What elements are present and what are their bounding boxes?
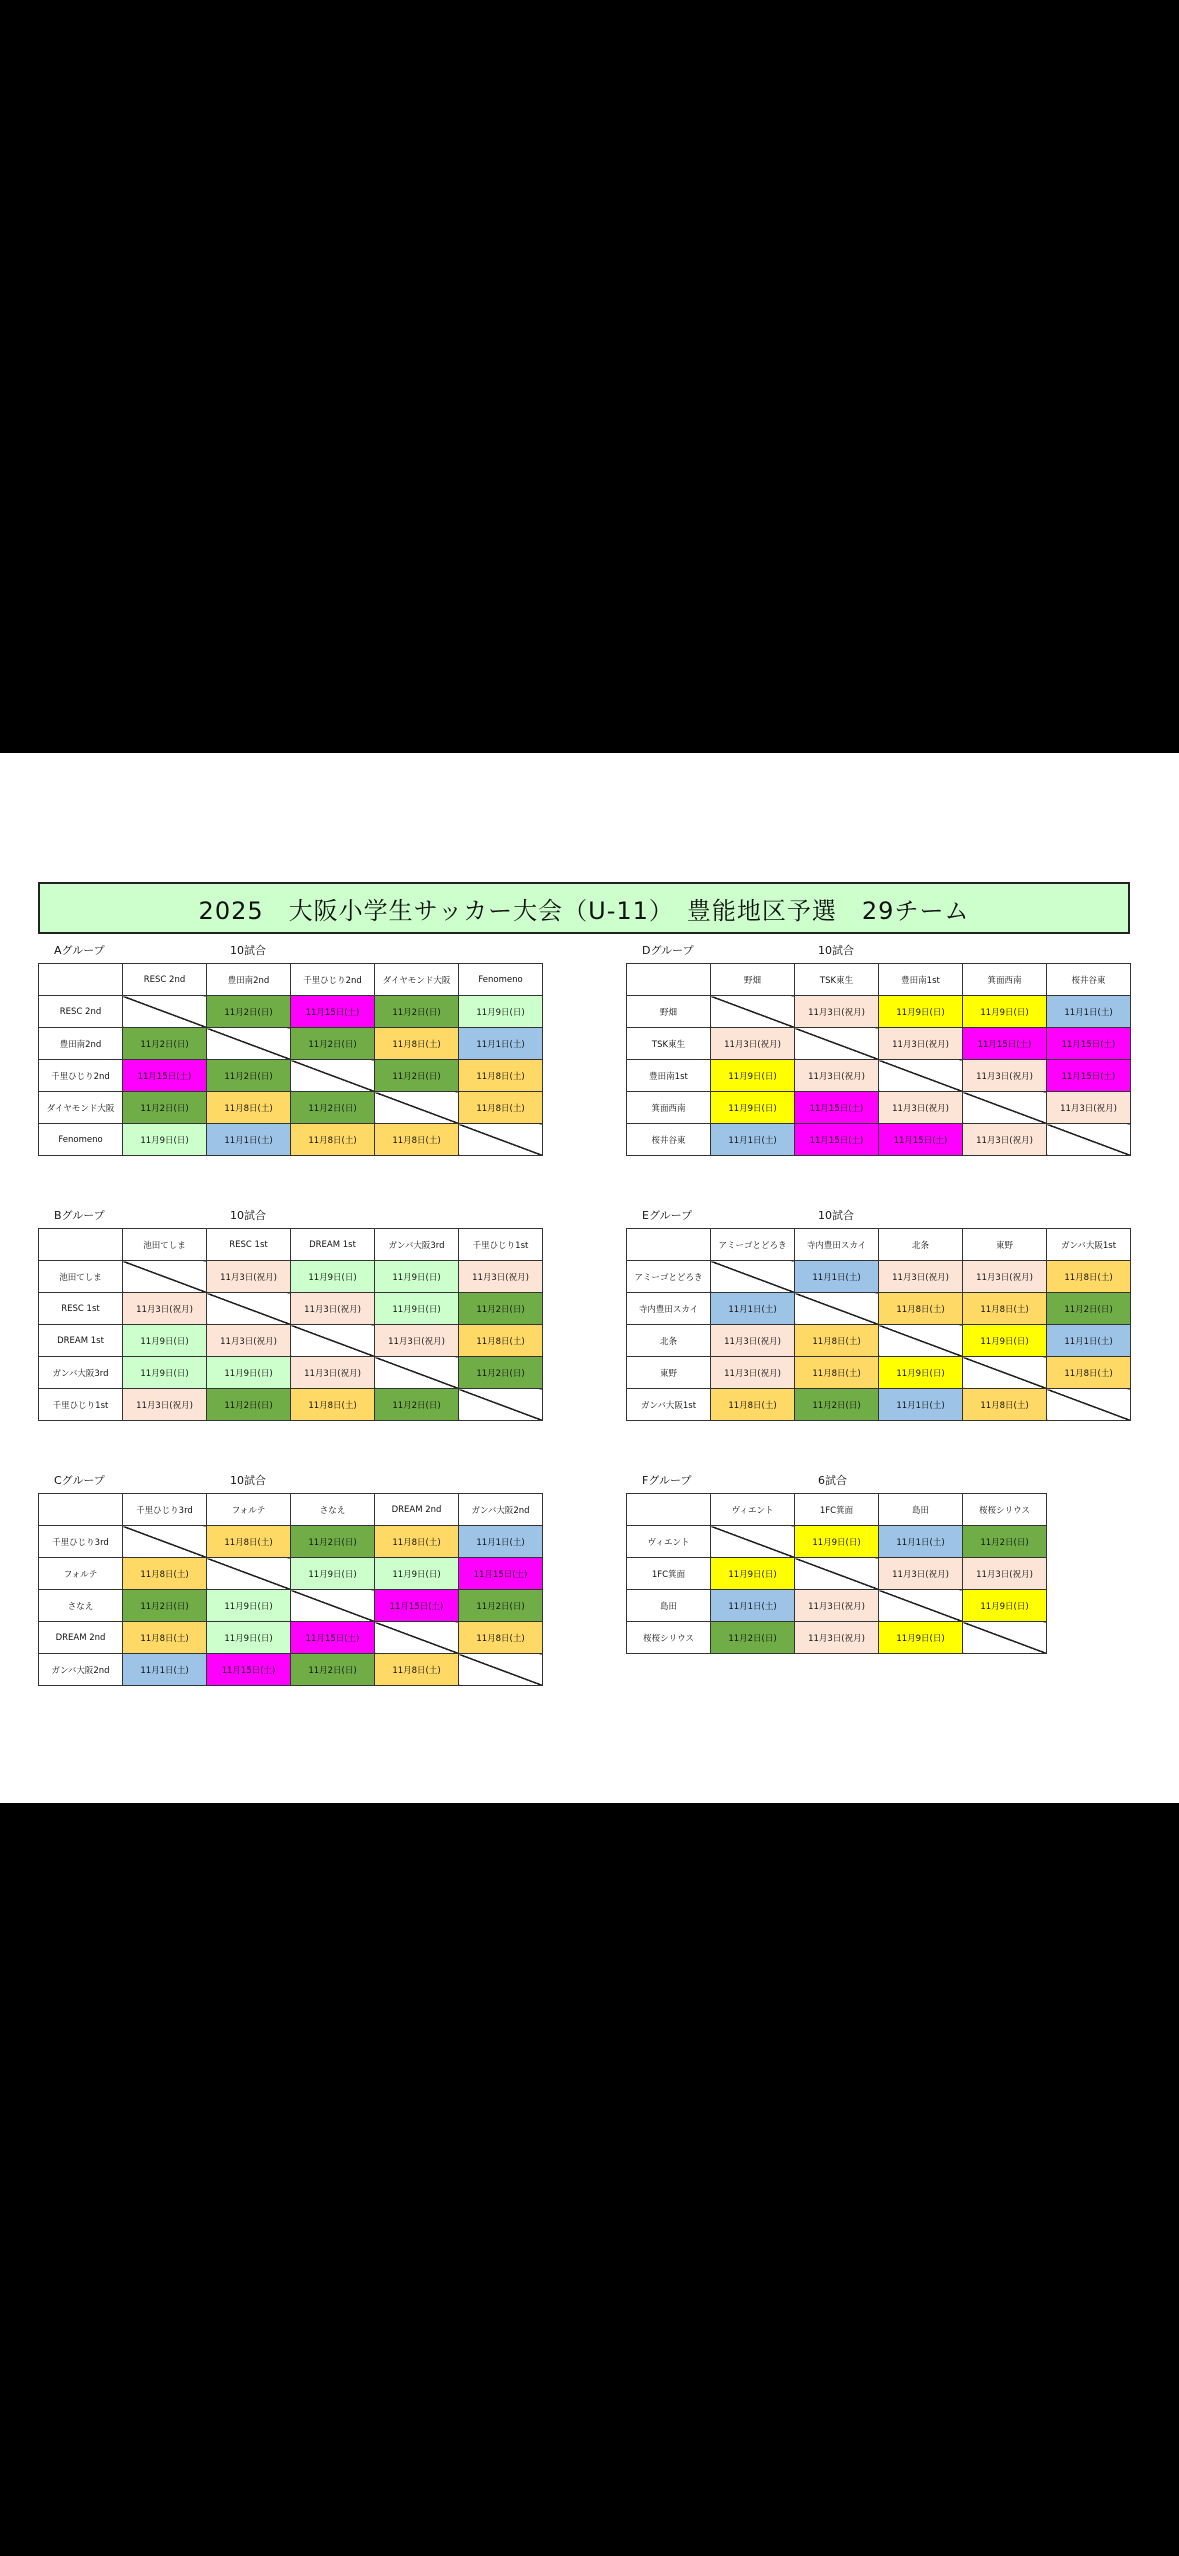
header-row (627, 1494, 1047, 1526)
diagonal-cell (963, 1357, 1047, 1389)
match-date-cell: 11月8日(土) (291, 1124, 375, 1156)
table-row (39, 1293, 543, 1325)
match-date-cell: 11月2日(日) (459, 1590, 543, 1622)
match-date-cell: 11月2日(日) (207, 1389, 291, 1421)
match-date-cell: 11月3日(祝月) (375, 1325, 459, 1357)
group-match-count: 10試合 (230, 944, 266, 957)
team-column-header: TSK東生 (795, 964, 879, 996)
match-date-cell: 11月2日(日) (291, 1028, 375, 1060)
match-date-cell: 11月1日(土) (1047, 996, 1131, 1028)
match-date-cell: 11月3日(祝月) (207, 1261, 291, 1293)
match-date-cell: 11月15日(土) (879, 1124, 963, 1156)
match-date-cell: 11月3日(祝月) (123, 1293, 207, 1325)
match-date-cell: 11月2日(日) (375, 1060, 459, 1092)
team-column-header: さなえ (291, 1494, 375, 1526)
diagonal-cell (711, 1261, 795, 1293)
team-row-header: ガンバ大阪3rd (39, 1357, 123, 1389)
match-date-cell: 11月2日(日) (459, 1357, 543, 1389)
team-row-header: Fenomeno (39, 1124, 123, 1156)
table-row (627, 1590, 1047, 1622)
corner-cell (627, 964, 711, 996)
team-column-header: 東野 (963, 1229, 1047, 1261)
group-name: Aグループ (54, 944, 105, 957)
match-date-cell: 11月15日(土) (375, 1590, 459, 1622)
table-row (627, 1558, 1047, 1590)
match-date-cell: 11月8日(土) (1047, 1357, 1131, 1389)
team-row-header: 北条 (627, 1325, 711, 1357)
table-row (39, 1028, 543, 1060)
match-date-cell: 11月2日(日) (207, 1060, 291, 1092)
match-date-cell: 11月2日(日) (123, 1092, 207, 1124)
team-row-header: 千里ひじり3rd (39, 1526, 123, 1558)
match-date-cell: 11月3日(祝月) (207, 1325, 291, 1357)
match-date-cell: 11月9日(日) (207, 1622, 291, 1654)
team-row-header: 桜桜シリウス (627, 1622, 711, 1654)
match-date-cell: 11月8日(土) (291, 1389, 375, 1421)
team-column-header: ガンバ大阪3rd (375, 1229, 459, 1261)
team-column-header: 池田てしま (123, 1229, 207, 1261)
match-date-cell: 11月15日(土) (963, 1028, 1047, 1060)
table-row (627, 1622, 1047, 1654)
match-date-cell: 11月2日(日) (459, 1293, 543, 1325)
table-row (39, 1060, 543, 1092)
match-date-cell: 11月1日(土) (459, 1028, 543, 1060)
table-row (627, 1060, 1131, 1092)
team-row-header: 千里ひじり1st (39, 1389, 123, 1421)
match-date-cell: 11月3日(祝月) (795, 1622, 879, 1654)
match-date-cell: 11月9日(日) (375, 1261, 459, 1293)
team-column-header: ヴィエント (711, 1494, 795, 1526)
match-date-cell: 11月1日(土) (459, 1526, 543, 1558)
diagonal-cell (123, 1526, 207, 1558)
diagonal-cell (879, 1060, 963, 1092)
match-date-cell: 11月1日(土) (711, 1124, 795, 1156)
match-date-cell: 11月2日(日) (963, 1526, 1047, 1558)
match-date-cell: 11月9日(日) (711, 1092, 795, 1124)
match-date-cell: 11月2日(日) (123, 1590, 207, 1622)
team-column-header: 北条 (879, 1229, 963, 1261)
match-date-cell: 11月3日(祝月) (879, 1261, 963, 1293)
match-date-cell: 11月9日(日) (207, 1357, 291, 1389)
match-date-cell: 11月8日(土) (123, 1622, 207, 1654)
match-date-cell: 11月8日(土) (375, 1124, 459, 1156)
team-row-header: 桜井谷東 (627, 1124, 711, 1156)
group-header (626, 1204, 1131, 1228)
diagonal-cell (375, 1357, 459, 1389)
match-date-cell: 11月3日(祝月) (291, 1293, 375, 1325)
match-date-cell: 11月8日(土) (459, 1622, 543, 1654)
team-column-header: 島田 (879, 1494, 963, 1526)
match-date-cell: 11月15日(土) (795, 1124, 879, 1156)
team-row-header: ガンバ大阪2nd (39, 1654, 123, 1686)
group-table (38, 1493, 543, 1686)
match-date-cell: 11月9日(日) (459, 996, 543, 1028)
table-row (627, 1357, 1131, 1389)
team-column-header: RESC 1st (207, 1229, 291, 1261)
match-date-cell: 11月15日(土) (207, 1654, 291, 1686)
table-row (39, 1558, 543, 1590)
group-name: Dグループ (642, 944, 694, 957)
match-date-cell: 11月2日(日) (711, 1622, 795, 1654)
diagonal-cell (375, 1622, 459, 1654)
team-row-header: 箕面西南 (627, 1092, 711, 1124)
match-date-cell: 11月9日(日) (963, 1590, 1047, 1622)
team-row-header: 1FC箕面 (627, 1558, 711, 1590)
match-date-cell: 11月1日(土) (879, 1526, 963, 1558)
match-date-cell: 11月15日(土) (459, 1558, 543, 1590)
group-name: Eグループ (642, 1209, 693, 1222)
header-row (627, 1229, 1131, 1261)
group-table (626, 1228, 1131, 1421)
team-column-header: 千里ひじり3rd (123, 1494, 207, 1526)
team-column-header: DREAM 1st (291, 1229, 375, 1261)
match-date-cell: 11月9日(日) (123, 1325, 207, 1357)
table-row (39, 1389, 543, 1421)
group-table (38, 963, 543, 1156)
match-date-cell: 11月8日(土) (795, 1325, 879, 1357)
match-date-cell: 11月2日(日) (291, 1654, 375, 1686)
team-row-header: DREAM 1st (39, 1325, 123, 1357)
team-row-header: 豊田南1st (627, 1060, 711, 1092)
match-date-cell: 11月3日(祝月) (879, 1092, 963, 1124)
team-row-header: RESC 1st (39, 1293, 123, 1325)
match-date-cell: 11月8日(土) (963, 1389, 1047, 1421)
match-date-cell: 11月3日(祝月) (963, 1060, 1047, 1092)
team-row-header: RESC 2nd (39, 996, 123, 1028)
match-date-cell: 11月8日(土) (375, 1654, 459, 1686)
group-table (38, 1228, 543, 1421)
match-date-cell: 11月3日(祝月) (795, 996, 879, 1028)
team-column-header: 桜桜シリウス (963, 1494, 1047, 1526)
diagonal-cell (711, 1526, 795, 1558)
team-row-header: 千里ひじり2nd (39, 1060, 123, 1092)
match-date-cell: 11月1日(土) (123, 1654, 207, 1686)
team-column-header: ガンバ大阪1st (1047, 1229, 1131, 1261)
match-date-cell: 11月9日(日) (375, 1558, 459, 1590)
team-column-header: 豊田南1st (879, 964, 963, 996)
match-date-cell: 11月3日(祝月) (123, 1389, 207, 1421)
match-date-cell: 11月2日(日) (207, 996, 291, 1028)
match-date-cell: 11月1日(土) (795, 1261, 879, 1293)
match-date-cell: 11月9日(日) (879, 996, 963, 1028)
group-table (626, 963, 1131, 1156)
match-date-cell: 11月9日(日) (291, 1558, 375, 1590)
team-column-header: 野畑 (711, 964, 795, 996)
diagonal-cell (459, 1124, 543, 1156)
match-date-cell: 11月8日(土) (123, 1558, 207, 1590)
group-header (626, 1469, 1047, 1493)
match-date-cell: 11月3日(祝月) (459, 1261, 543, 1293)
group-2 (38, 1469, 543, 1686)
match-date-cell: 11月8日(土) (1047, 1261, 1131, 1293)
table-row (39, 1325, 543, 1357)
table-row (627, 1092, 1131, 1124)
header-row (39, 964, 543, 996)
diagonal-cell (1047, 1389, 1131, 1421)
match-date-cell: 11月2日(日) (291, 1526, 375, 1558)
team-row-header: 島田 (627, 1590, 711, 1622)
team-row-header: 東野 (627, 1357, 711, 1389)
table-row (39, 1124, 543, 1156)
diagonal-cell (207, 1558, 291, 1590)
match-date-cell: 11月9日(日) (795, 1526, 879, 1558)
corner-cell (627, 1229, 711, 1261)
diagonal-cell (795, 1028, 879, 1060)
team-column-header: 千里ひじり1st (459, 1229, 543, 1261)
diagonal-cell (711, 996, 795, 1028)
team-row-header: 豊田南2nd (39, 1028, 123, 1060)
team-row-header: アミーゴとどろき (627, 1261, 711, 1293)
diagonal-cell (207, 1028, 291, 1060)
table-row (627, 1526, 1047, 1558)
table-row (39, 1590, 543, 1622)
match-date-cell: 11月8日(土) (375, 1028, 459, 1060)
diagonal-cell (291, 1590, 375, 1622)
corner-cell (39, 1229, 123, 1261)
diagonal-cell (291, 1325, 375, 1357)
match-date-cell: 11月3日(祝月) (879, 1028, 963, 1060)
header-row (627, 964, 1131, 996)
match-date-cell: 11月3日(祝月) (963, 1558, 1047, 1590)
match-date-cell: 11月9日(日) (711, 1558, 795, 1590)
match-date-cell: 11月1日(土) (879, 1389, 963, 1421)
match-date-cell: 11月8日(土) (459, 1060, 543, 1092)
table-row (39, 1092, 543, 1124)
table-row (627, 1293, 1131, 1325)
diagonal-cell (459, 1654, 543, 1686)
match-date-cell: 11月9日(日) (963, 1325, 1047, 1357)
match-date-cell: 11月1日(土) (711, 1590, 795, 1622)
group-match-count: 10試合 (230, 1474, 266, 1487)
schedule-sheet (0, 753, 1179, 1803)
match-date-cell: 11月3日(祝月) (291, 1357, 375, 1389)
match-date-cell: 11月8日(土) (207, 1526, 291, 1558)
group-match-count: 10試合 (818, 1209, 854, 1222)
diagonal-cell (459, 1389, 543, 1421)
match-date-cell: 11月9日(日) (963, 996, 1047, 1028)
group-3 (626, 939, 1131, 1156)
group-match-count: 10試合 (230, 1209, 266, 1222)
match-date-cell: 11月1日(土) (1047, 1325, 1131, 1357)
team-column-header: ガンバ大阪2nd (459, 1494, 543, 1526)
team-row-header: TSK東生 (627, 1028, 711, 1060)
match-date-cell: 11月8日(土) (879, 1293, 963, 1325)
match-date-cell: 11月9日(日) (291, 1261, 375, 1293)
match-date-cell: 11月2日(日) (375, 1389, 459, 1421)
team-column-header: 箕面西南 (963, 964, 1047, 996)
match-date-cell: 11月8日(土) (711, 1389, 795, 1421)
team-column-header: 寺内豊田スカイ (795, 1229, 879, 1261)
diagonal-cell (963, 1092, 1047, 1124)
match-date-cell: 11月9日(日) (123, 1357, 207, 1389)
match-date-cell: 11月3日(祝月) (711, 1357, 795, 1389)
diagonal-cell (123, 996, 207, 1028)
team-column-header: フォルテ (207, 1494, 291, 1526)
match-date-cell: 11月3日(祝月) (963, 1261, 1047, 1293)
match-date-cell: 11月9日(日) (879, 1357, 963, 1389)
match-date-cell: 11月8日(土) (375, 1526, 459, 1558)
match-date-cell: 11月8日(土) (963, 1293, 1047, 1325)
match-date-cell: 11月3日(祝月) (795, 1060, 879, 1092)
match-date-cell: 11月3日(祝月) (1047, 1092, 1131, 1124)
diagonal-cell (291, 1060, 375, 1092)
match-date-cell: 11月9日(日) (207, 1590, 291, 1622)
table-row (39, 1261, 543, 1293)
match-date-cell: 11月15日(土) (123, 1060, 207, 1092)
table-row (627, 1124, 1131, 1156)
match-date-cell: 11月1日(土) (207, 1124, 291, 1156)
team-row-header: DREAM 2nd (39, 1622, 123, 1654)
match-date-cell: 11月2日(日) (1047, 1293, 1131, 1325)
table-row (39, 1526, 543, 1558)
team-column-header: 1FC箕面 (795, 1494, 879, 1526)
diagonal-cell (375, 1092, 459, 1124)
diagonal-cell (207, 1293, 291, 1325)
group-name: Bグループ (54, 1209, 105, 1222)
match-date-cell: 11月2日(日) (123, 1028, 207, 1060)
group-table (626, 1493, 1047, 1654)
table-row (627, 1389, 1131, 1421)
team-column-header: 豊田南2nd (207, 964, 291, 996)
corner-cell (627, 1494, 711, 1526)
page-title: 2025 大阪小学生サッカー大会（U-11） 豊能地区予選 29チーム (38, 882, 1130, 934)
match-date-cell: 11月15日(土) (795, 1092, 879, 1124)
match-date-cell: 11月3日(祝月) (879, 1558, 963, 1590)
diagonal-cell (795, 1293, 879, 1325)
group-match-count: 6試合 (818, 1474, 847, 1487)
corner-cell (39, 1494, 123, 1526)
team-row-header: ダイヤモンド大阪 (39, 1092, 123, 1124)
group-header (38, 939, 543, 963)
team-column-header: 千里ひじり2nd (291, 964, 375, 996)
group-5 (626, 1469, 1047, 1654)
team-column-header: RESC 2nd (123, 964, 207, 996)
match-date-cell: 11月3日(祝月) (963, 1124, 1047, 1156)
team-column-header: DREAM 2nd (375, 1494, 459, 1526)
match-date-cell: 11月3日(祝月) (711, 1325, 795, 1357)
match-date-cell: 11月8日(土) (459, 1325, 543, 1357)
match-date-cell: 11月9日(日) (375, 1293, 459, 1325)
match-date-cell: 11月1日(土) (711, 1293, 795, 1325)
team-row-header: フォルテ (39, 1558, 123, 1590)
group-1 (38, 1204, 543, 1421)
match-date-cell: 11月8日(土) (207, 1092, 291, 1124)
table-row (39, 1622, 543, 1654)
diagonal-cell (879, 1590, 963, 1622)
match-date-cell: 11月15日(土) (291, 996, 375, 1028)
table-row (627, 1325, 1131, 1357)
table-row (627, 996, 1131, 1028)
match-date-cell: 11月15日(土) (291, 1622, 375, 1654)
group-4 (626, 1204, 1131, 1421)
group-header (38, 1469, 543, 1493)
header-row (39, 1494, 543, 1526)
match-date-cell: 11月2日(日) (291, 1092, 375, 1124)
table-row (39, 996, 543, 1028)
match-date-cell: 11月15日(土) (1047, 1028, 1131, 1060)
diagonal-cell (879, 1325, 963, 1357)
group-match-count: 10試合 (818, 944, 854, 957)
team-row-header: 池田てしま (39, 1261, 123, 1293)
table-row (627, 1028, 1131, 1060)
team-row-header: ガンバ大阪1st (627, 1389, 711, 1421)
team-row-header: 寺内豊田スカイ (627, 1293, 711, 1325)
group-name: Fグループ (642, 1474, 692, 1487)
corner-cell (39, 964, 123, 996)
match-date-cell: 11月8日(土) (795, 1357, 879, 1389)
table-row (39, 1654, 543, 1686)
team-column-header: ダイヤモンド大阪 (375, 964, 459, 996)
match-date-cell: 11月9日(日) (879, 1622, 963, 1654)
team-row-header: さなえ (39, 1590, 123, 1622)
team-column-header: 桜井谷東 (1047, 964, 1131, 996)
group-header (38, 1204, 543, 1228)
diagonal-cell (795, 1558, 879, 1590)
table-row (39, 1357, 543, 1389)
table-row (627, 1261, 1131, 1293)
diagonal-cell (963, 1622, 1047, 1654)
diagonal-cell (123, 1261, 207, 1293)
match-date-cell: 11月3日(祝月) (795, 1590, 879, 1622)
match-date-cell: 11月8日(土) (459, 1092, 543, 1124)
header-row (39, 1229, 543, 1261)
team-column-header: Fenomeno (459, 964, 543, 996)
match-date-cell: 11月2日(日) (795, 1389, 879, 1421)
match-date-cell: 11月9日(日) (123, 1124, 207, 1156)
match-date-cell: 11月2日(日) (375, 996, 459, 1028)
team-row-header: 野畑 (627, 996, 711, 1028)
match-date-cell: 11月15日(土) (1047, 1060, 1131, 1092)
group-name: Cグループ (54, 1474, 105, 1487)
match-date-cell: 11月9日(日) (711, 1060, 795, 1092)
group-header (626, 939, 1131, 963)
match-date-cell: 11月3日(祝月) (711, 1028, 795, 1060)
team-column-header: アミーゴとどろき (711, 1229, 795, 1261)
diagonal-cell (1047, 1124, 1131, 1156)
team-row-header: ヴィエント (627, 1526, 711, 1558)
group-0 (38, 939, 543, 1156)
